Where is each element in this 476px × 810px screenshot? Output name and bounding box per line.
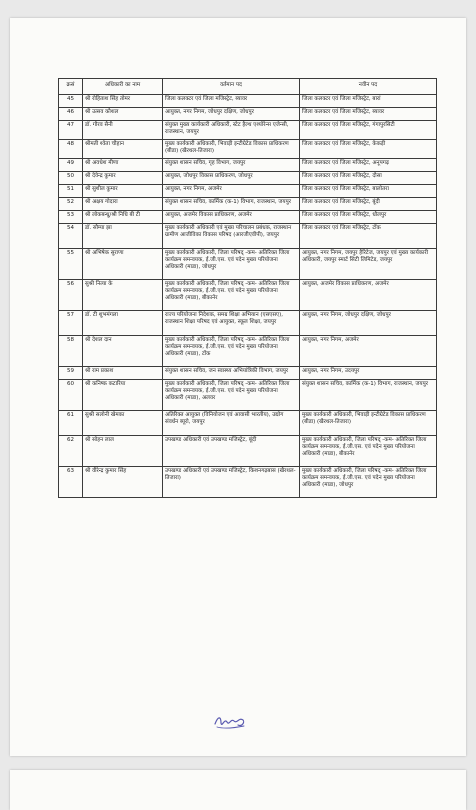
row-serial: 45 xyxy=(59,95,83,108)
row-officer-name: श्री देशल दान xyxy=(83,336,163,367)
row-officer-name: श्री उत्सव कौशल xyxy=(83,108,163,121)
row-current-post: मुख्य कार्यकारी अधिकारी, जिला परिषद् -कम- अतिरिक्त जिला कार्यक्रम समन्वयक, ई.जी.एस. एवं पदेन मुख्य परियोजना अधिकारी (माडा), जोधपुर xyxy=(163,249,300,280)
row-new-post: मुख्य कार्यकारी अधिकारी, भिवाड़ी इन्टीग्रेटेड विकास प्राधिकरण (बीडा) (खैरथल-तिजारा) xyxy=(300,411,437,436)
table-row xyxy=(59,436,437,467)
table-row xyxy=(59,159,437,172)
header-new-post: नवीन पद xyxy=(300,79,437,95)
table-row xyxy=(59,249,437,280)
row-officer-name: श्री अक्षय गोदारा xyxy=(83,198,163,211)
row-new-post: जिला कलक्टर एवं जिला मजिस्ट्रेट, ब्यावर xyxy=(300,108,437,121)
row-current-post: आयुक्त, जोधपुर विकास प्राधिकरण, जोधपुर xyxy=(163,172,300,185)
next-page-edge xyxy=(10,770,466,810)
row-new-post: संयुक्त शासन सचिव, कार्मिक (क-1) विभाग, राजस्थान, जयपुर xyxy=(300,380,437,411)
row-serial: 59 xyxy=(59,367,83,380)
row-officer-name: श्री कनिष्क कटारिया xyxy=(83,380,163,411)
row-serial: 56 xyxy=(59,280,83,311)
row-serial: 51 xyxy=(59,185,83,198)
row-new-post: आयुक्त, नगर निगम, अजमेर xyxy=(300,336,437,367)
row-serial: 46 xyxy=(59,108,83,121)
row-serial: 48 xyxy=(59,140,83,159)
row-new-post: आयुक्त, नगर निगम, जयपुर हैरिटेज, जयपुर एवं मुख्य कार्यकारी अधिकारी, जयपुर स्मार्ट सिटी लिमिटेड, जयपुर xyxy=(300,249,437,280)
header-officer-name: अधिकारी का नाम xyxy=(83,79,163,95)
table-header-row xyxy=(59,79,437,95)
row-serial: 52 xyxy=(59,198,83,211)
table-row xyxy=(59,311,437,336)
row-officer-name: श्री लोकबन्धु/श्री निधि बी टी xyxy=(83,211,163,224)
row-officer-name: श्री सोहन लाल xyxy=(83,436,163,467)
table-row xyxy=(59,224,437,249)
row-current-post: उपखण्ड अधिकारी एवं उपखण्ड मजिस्ट्रेट, किशनगढ़बास (खैरथल-तिजारा) xyxy=(163,467,300,498)
table-row xyxy=(59,411,437,436)
table-row xyxy=(59,367,437,380)
row-serial: 47 xyxy=(59,121,83,140)
table-row xyxy=(59,95,437,108)
row-serial: 54 xyxy=(59,224,83,249)
row-current-post: अतिरिक्त आयुक्त (विनियोजन एवं आवासी भारतीय), उद्योग संवर्धन ब्यूरो, जयपुर xyxy=(163,411,300,436)
table-row xyxy=(59,280,437,311)
row-current-post: मुख्य कार्यकारी अधिकारी एवं मुख्य परिचालन प्रबंधक, राजस्थान ग्रामीण आजीविका विकास परिषद (आरजीएवीपी), जयपुर xyxy=(163,224,300,249)
row-serial: 53 xyxy=(59,211,83,224)
row-new-post: जिला कलक्टर एवं जिला मजिस्ट्रेट, धौलपुर xyxy=(300,211,437,224)
row-serial: 58 xyxy=(59,336,83,367)
row-current-post: उपखण्ड अधिकारी एवं उपखण्ड मजिस्ट्रेट, बूंदी xyxy=(163,436,300,467)
row-serial: 49 xyxy=(59,159,83,172)
row-officer-name: श्री देवेन्द्र कुमार xyxy=(83,172,163,185)
row-new-post: जिला कलक्टर एवं जिला मजिस्ट्रेट, केकड़ी xyxy=(300,140,437,159)
row-new-post: जिला कलक्टर एवं जिला मजिस्ट्रेट, बालोतरा xyxy=(300,185,437,198)
row-serial: 55 xyxy=(59,249,83,280)
row-current-post: मुख्य कार्यकारी अधिकारी, जिला परिषद् -कम- अतिरिक्त जिला कार्यक्रम समन्वयक, ई.जी.एस. एवं पदेन मुख्य परियोजना अधिकारी (माडा), बीकानेर xyxy=(163,280,300,311)
table-body xyxy=(59,95,437,498)
row-current-post: आयुक्त, अजमेर विकास प्राधिकरण, अजमेर xyxy=(163,211,300,224)
row-officer-name: सुश्री सलोनी खेमका xyxy=(83,411,163,436)
row-serial: 63 xyxy=(59,467,83,498)
row-current-post: मुख्य कार्यकारी अधिकारी, जिला परिषद् -कम- अतिरिक्त जिला कार्यक्रम समन्वयक, ई.जी.एस. एवं पदेन मुख्य परियोजना अधिकारी (माडा), टोंक xyxy=(163,336,300,367)
row-officer-name: श्री अभिषेक सुराणा xyxy=(83,249,163,280)
table-row xyxy=(59,185,437,198)
row-officer-name: सुश्री नित्या के xyxy=(83,280,163,311)
row-officer-name: डॉ. गौरव सैनी xyxy=(83,121,163,140)
row-serial: 50 xyxy=(59,172,83,185)
row-current-post: संयुक्त शासन सचिव, गृह विभाग, जयपुर xyxy=(163,159,300,172)
row-officer-name: श्री वीरेन्द्र कुमार सिंह xyxy=(83,467,163,498)
row-new-post: जिला कलक्टर एवं जिला मजिस्ट्रेट, बारां xyxy=(300,95,437,108)
row-current-post: संयुक्त मुख्य कार्यकारी अधिकारी, स्टेट हैल्थ एश्योरेन्स एजेन्सी, राजस्थान, जयपुर xyxy=(163,121,300,140)
row-officer-name: श्रीमती श्वेता चौहान xyxy=(83,140,163,159)
row-new-post: जिला कलक्टर एवं जिला मजिस्ट्रेट, गंगापुरसिटी xyxy=(300,121,437,140)
document-page xyxy=(10,18,466,756)
row-serial: 61 xyxy=(59,411,83,436)
table-row xyxy=(59,467,437,498)
table-row xyxy=(59,108,437,121)
table-row xyxy=(59,336,437,367)
row-current-post: मुख्य कार्यकारी अधिकारी, जिला परिषद् -कम- अतिरिक्त जिला कार्यक्रम समन्वयक, ई.जी.एस. एवं पदेन मुख्य परियोजना अधिकारी (माडा), अलवर xyxy=(163,380,300,411)
header-serial: क्रसं xyxy=(59,79,83,95)
header-current-post: वर्तमान पद xyxy=(163,79,300,95)
row-new-post: जिला कलक्टर एवं जिला मजिस्ट्रेट, टोंक xyxy=(300,224,437,249)
row-serial: 62 xyxy=(59,436,83,467)
row-officer-name: श्री अवधेश मीणा xyxy=(83,159,163,172)
row-new-post: मुख्य कार्यकारी अधिकारी, जिला परिषद् -कम- अतिरिक्त जिला कार्यक्रम समन्वयक, ई.जी.एस. एवं पदेन मुख्य परियोजना अधिकारी (माडा), जोधपुर xyxy=(300,467,437,498)
row-new-post: जिला कलक्टर एवं जिला मजिस्ट्रेट, अनूपगढ़ xyxy=(300,159,437,172)
row-officer-name: श्री सुशील कुमार xyxy=(83,185,163,198)
transfer-table xyxy=(58,78,437,498)
row-serial: 60 xyxy=(59,380,83,411)
table-row xyxy=(59,121,437,140)
row-current-post: आयुक्त, नगर निगम, अजमेर xyxy=(163,185,300,198)
row-serial: 57 xyxy=(59,311,83,336)
row-officer-name: श्री रोहिताश सिंह तोमर xyxy=(83,95,163,108)
row-current-post: राज्य परियोजना निदेशक, समग्र शिक्षा अभियान (एसएसए), राजस्थान शिक्षा परिषद एवं आयुक्त, स्कूल शिक्षा, जयपुर xyxy=(163,311,300,336)
table-row xyxy=(59,172,437,185)
row-officer-name: श्री राम प्रकाश xyxy=(83,367,163,380)
row-new-post: आयुक्त, अजमेर विकास प्राधिकरण, अजमेर xyxy=(300,280,437,311)
row-current-post: आयुक्त, नगर निगम, जोधपुर दक्षिण, जोधपुर xyxy=(163,108,300,121)
row-current-post: संयुक्त शासन सचिव, जन स्वास्थ्य अभियांत्रिकी विभाग, जयपुर xyxy=(163,367,300,380)
row-current-post: जिला कलक्टर एवं जिला मजिस्ट्रेट, ब्यावर xyxy=(163,95,300,108)
row-current-post: संयुक्त शासन सचिव, कार्मिक (क-1) विभाग, राजस्थान, जयपुर xyxy=(163,198,300,211)
row-new-post: मुख्य कार्यकारी अधिकारी, जिला परिषद् -कम- अतिरिक्त जिला कार्यक्रम समन्वयक, ई.जी.एस. एवं पदेन मुख्य परियोजना अधिकारी (माडा), बीकानेर xyxy=(300,436,437,467)
row-new-post: आयुक्त, नगर निगम, उदयपुर xyxy=(300,367,437,380)
table-row xyxy=(59,198,437,211)
row-officer-name: डॉ. सौम्या झा xyxy=(83,224,163,249)
signature-mark xyxy=(212,712,248,732)
row-new-post: आयुक्त, नगर निगम, जोधपुर दक्षिण, जोधपुर xyxy=(300,311,437,336)
row-officer-name: डॉ. टी शुभमंगला xyxy=(83,311,163,336)
table-row xyxy=(59,211,437,224)
row-new-post: जिला कलक्टर एवं जिला मजिस्ट्रेट, दौसा xyxy=(300,172,437,185)
row-current-post: मुख्य कार्यकारी अधिकारी, भिवाड़ी इन्टीग्रेटेड विकास प्राधिकरण (बीडा) (खैरथल-तिजारा) xyxy=(163,140,300,159)
table-row xyxy=(59,140,437,159)
table-row xyxy=(59,380,437,411)
row-new-post: जिला कलक्टर एवं जिला मजिस्ट्रेट, बूंदी xyxy=(300,198,437,211)
